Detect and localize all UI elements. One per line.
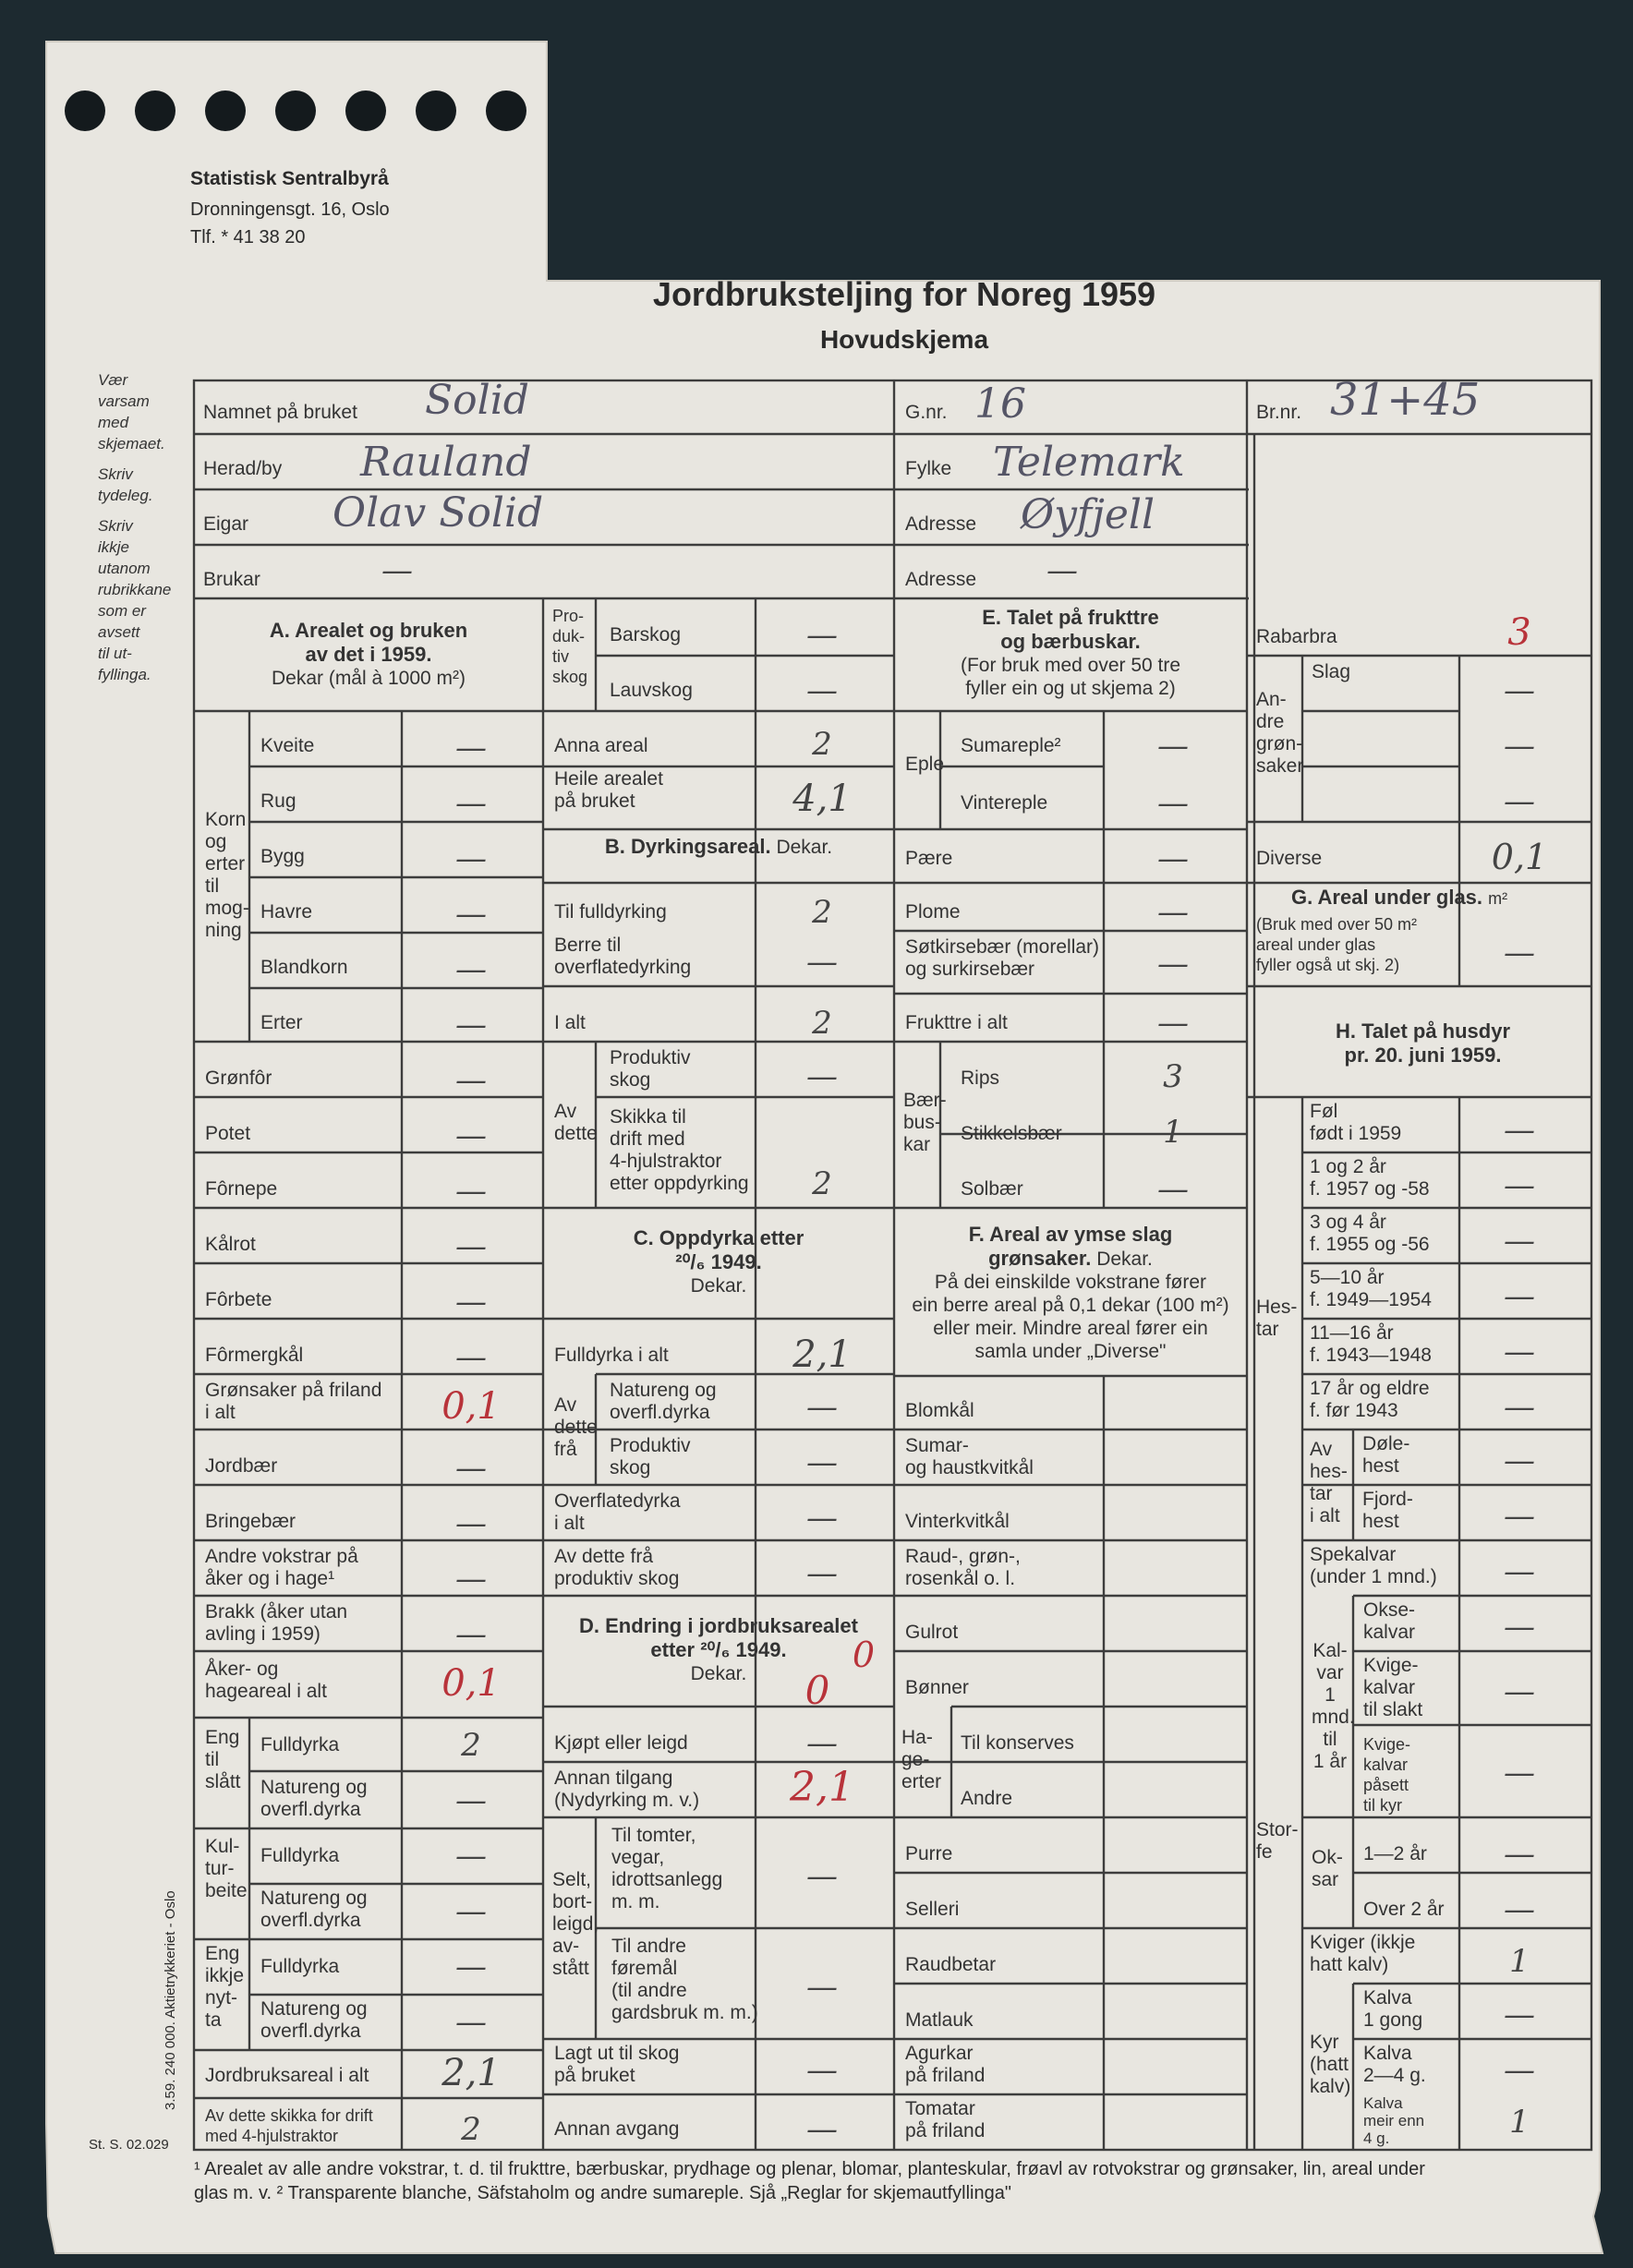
c-fulldyrka-value[interactable]: 2,1 <box>792 1333 852 1376</box>
gnr-label: G.nr. <box>905 402 948 423</box>
fulldyrking-label: Til fulldyrking <box>554 901 667 923</box>
kalvameir-value[interactable]: 1 <box>1509 2104 1530 2141</box>
barskog-value[interactable]: — <box>806 617 838 654</box>
form-title: Jordbruksteljing for Noreg 1959 <box>652 275 1156 313</box>
jordbruksareal-label: Jordbruksareal i alt <box>205 2065 369 2086</box>
spekalvar-label: Spekalvar (under 1 mnd.) <box>1310 1544 1437 1587</box>
punch-hole <box>205 90 246 131</box>
berre-label: Berre til overflatedyrking <box>554 935 692 978</box>
c-natureng-value[interactable]: — <box>806 1389 838 1426</box>
brnr-label: Br.nr. <box>1256 402 1302 423</box>
hest-rad-6-value[interactable]: — <box>1504 1389 1535 1426</box>
gnr-value[interactable]: 16 <box>974 380 1026 428</box>
storfe-label: Stor- fe <box>1256 1819 1299 1863</box>
korn-group-label: Korn og erter til mog- ning <box>205 809 249 941</box>
fjordhest-value[interactable]: — <box>1504 1498 1535 1535</box>
punch-hole <box>416 90 456 131</box>
dolehest-label: Døle- hest <box>1362 1433 1410 1477</box>
berre-value[interactable]: — <box>806 944 838 981</box>
heile-arealet-label: Heile arealet på bruket <box>554 768 663 812</box>
baerbuskar-label: Bær- bus- kar <box>903 1090 947 1155</box>
bonner-label: Bønner <box>905 1677 969 1698</box>
section-f-header: F. Areal av ymse slag grønsaker. Dekar. På dei einskilde vokstrane fører ein berre areal på 0,1 dekar (100 m²) eller meir. Mindre areal fører ein samla under „Diverse" <box>912 1223 1229 1362</box>
andre-vokstrar-value[interactable]: — <box>455 1561 487 1598</box>
b-skikka-value[interactable]: 2 <box>812 1165 832 1202</box>
anna-areal-value[interactable]: 2 <box>812 726 832 763</box>
kultur-natureng-label: Natureng og overfl.dyrka <box>260 1888 368 1931</box>
kvigeslakt-label: Kvige- kalvar til slakt <box>1363 1655 1423 1720</box>
annan-avgang-value[interactable]: — <box>806 2111 838 2148</box>
gronfor-value[interactable]: — <box>455 1062 487 1099</box>
kalrot-label: Kålrot <box>205 1234 256 1255</box>
kviger-label: Kviger (ikkje hatt kalv) <box>1310 1932 1416 1975</box>
kvigepasett-label: Kvige- kalvar påsett til kyr <box>1363 1735 1411 1815</box>
rips-label: Rips <box>961 1068 1000 1089</box>
hest-rad-5-value[interactable]: — <box>1504 1333 1535 1370</box>
eng-natureng-value[interactable]: — <box>455 1782 487 1819</box>
kjopt-label: Kjøpt eller leigd <box>554 1732 688 1754</box>
gronfor-label: Grønfôr <box>205 1068 272 1089</box>
b-ialt-label: I alt <box>554 1012 586 1033</box>
kultur-natureng-value[interactable]: — <box>455 1893 487 1930</box>
form-code: St. S. 02.029 <box>89 2137 169 2153</box>
hageerter-label: Ha- ge- erter <box>901 1727 942 1792</box>
b-ialt-value[interactable]: 2 <box>812 1005 832 1042</box>
eigar-label: Eigar <box>203 513 249 535</box>
section-h-header: H. Talet på husdyr pr. 20. juni 1959. <box>1335 1019 1511 1067</box>
form-subtitle: Hovudskjema <box>819 325 989 354</box>
punch-hole <box>65 90 105 131</box>
b-avdette-label: Av dette <box>554 1101 598 1144</box>
av-dette-skikka-label: Av dette skikka for drift med 4-hjulstraktor <box>205 2106 373 2145</box>
kalrot-value[interactable]: — <box>455 1228 487 1265</box>
engikkje-group-label: Eng ikkje nyt- ta <box>205 1943 245 2031</box>
hest-rad-2-label: 1 og 2 år f. 1957 og -58 <box>1310 1156 1430 1200</box>
eigar-value[interactable]: Olav Solid <box>333 489 544 537</box>
frukttre-ialt-value[interactable]: — <box>1157 1005 1189 1042</box>
kvigepasett-value[interactable]: — <box>1504 1755 1535 1791</box>
punch-hole <box>135 90 175 131</box>
av-hestar-label: Av hes- tar i alt <box>1310 1439 1348 1526</box>
bygg-label: Bygg <box>260 846 305 867</box>
slag-value-3[interactable]: — <box>1504 783 1535 820</box>
jordbaer-label: Jordbær <box>205 1455 278 1477</box>
kjopt-value[interactable]: — <box>806 1725 838 1762</box>
dolehest-value[interactable]: — <box>1504 1442 1535 1479</box>
andre-gronsaker-label: An- dre grøn- saker <box>1256 689 1304 777</box>
selt-label: Selt, bort- leigd, av- stått <box>552 1869 599 1979</box>
lauvskog-value[interactable]: — <box>806 672 838 709</box>
oksar-over-label: Over 2 år <box>1363 1899 1445 1920</box>
engikkje-fulldyrka-value[interactable]: — <box>455 1948 487 1985</box>
jordbaer-value[interactable]: — <box>455 1450 487 1487</box>
paere-label: Pære <box>905 848 953 869</box>
herad-value[interactable]: Rauland <box>360 439 532 486</box>
hest-rad-1-label: Føl født i 1959 <box>1310 1101 1402 1144</box>
solbaer-label: Solbær <box>961 1178 1023 1200</box>
adresse2-value[interactable]: — <box>1046 552 1078 589</box>
paere-value[interactable]: — <box>1157 840 1189 877</box>
bringebaer-label: Bringebær <box>205 1511 296 1532</box>
section-c-header: C. Oppdyrka etter ²⁰/₆ 1949. Dekar. <box>633 1226 804 1297</box>
b-produktiv-label: Produktiv skog <box>610 1047 691 1091</box>
sidebar-note: Vær varsam med skjemaet. Skriv tydeleg. Skriv ikkje utanom rubrikkane som er avsett til ut- fyllinga. <box>98 371 172 683</box>
rips-value[interactable]: 3 <box>1163 1058 1183 1095</box>
sotkirsebaer-value[interactable]: — <box>1157 946 1189 983</box>
kalva24-value[interactable]: — <box>1504 2052 1535 2089</box>
av-dette-skikka-value[interactable]: 2 <box>461 2111 481 2148</box>
sumareple-value[interactable]: — <box>1157 728 1189 765</box>
slag-value-2[interactable]: — <box>1504 728 1535 765</box>
rabarbra-label: Rabarbra <box>1256 626 1337 647</box>
slag-label: Slag <box>1312 661 1351 682</box>
b-skikka-label: Skikka til drift med 4-hjulstraktor etter oppdyrking <box>610 1106 749 1194</box>
hest-rad-3-label: 3 og 4 år f. 1955 og -56 <box>1310 1212 1430 1255</box>
raudbetar-label: Raudbetar <box>905 1954 997 1975</box>
rug-value[interactable]: — <box>455 785 487 822</box>
lagt-skog-label: Lagt ut til skog på bruket <box>554 2043 680 2086</box>
frukttre-ialt-label: Frukttre i alt <box>905 1012 1008 1033</box>
spekalvar-value[interactable]: — <box>1504 1553 1535 1590</box>
plome-label: Plome <box>905 901 961 923</box>
c-overflate-label: Overflatedyrka i alt <box>554 1490 681 1534</box>
skog-group-label: Pro- duk- tiv skog <box>552 607 588 686</box>
kveite-value[interactable]: — <box>455 730 487 766</box>
brnr-value[interactable]: 31+45 <box>1330 374 1481 426</box>
eng-group-label: Eng til slått <box>205 1727 241 1792</box>
kyr-label: Kyr (hatt kalv) <box>1310 2032 1351 2097</box>
section-d-header: D. Endring i jordbruksarealet etter ²⁰/₆ 1949. Dekar. <box>579 1614 858 1684</box>
oksekalvar-value[interactable]: — <box>1504 1609 1535 1646</box>
hest-rad-4-label: 5—10 år f. 1949—1954 <box>1310 1267 1432 1310</box>
potet-label: Potet <box>205 1123 251 1144</box>
gronsaker-value[interactable]: 0,1 <box>442 1385 501 1428</box>
rabarbra-value[interactable]: 3 <box>1507 611 1531 654</box>
purre-label: Purre <box>905 1843 953 1864</box>
andre-foremal-label: Til andre føremål (til andre gardsbruk m. m.) <box>611 1936 758 2023</box>
kvigeslakt-value[interactable]: — <box>1504 1673 1535 1710</box>
kultur-fulldyrka-label: Fulldyrka <box>260 1845 340 1866</box>
hest-rad-2-value[interactable]: — <box>1504 1167 1535 1204</box>
annan-avgang-label: Annan avgang <box>554 2118 680 2140</box>
kulturbeite-group-label: Kul- tur- beite <box>205 1836 248 1901</box>
hest-rad-5-label: 11—16 år f. 1943—1948 <box>1310 1322 1432 1366</box>
hest-rad-4-value[interactable]: — <box>1504 1278 1535 1315</box>
bringebaer-value[interactable]: — <box>455 1505 487 1542</box>
lauvskog-label: Lauvskog <box>610 680 693 701</box>
havre-value[interactable]: — <box>455 896 487 933</box>
section-g-note: (Bruk med over 50 m² areal under glas fyller også ut skj. 2) <box>1256 915 1418 974</box>
kalva1-value[interactable]: — <box>1504 1997 1535 2033</box>
sotkirsebaer-label: Søtkirsebær (morellar) og surkirsebær <box>905 936 1100 980</box>
formergkal-value[interactable]: — <box>455 1339 487 1376</box>
c-avdettefra-value[interactable]: — <box>806 1555 838 1592</box>
diverse-value[interactable]: 0,1 <box>1491 837 1548 877</box>
c-natureng-label: Natureng og overfl.dyrka <box>610 1380 717 1423</box>
c-overflate-value[interactable]: — <box>806 1500 838 1537</box>
section-g-title: G. Areal under glas. m² <box>1291 886 1508 909</box>
b-produktiv-value[interactable]: — <box>806 1058 838 1095</box>
potet-value[interactable]: — <box>455 1117 487 1154</box>
agency-name: Statistisk Sentralbyrå <box>190 168 389 189</box>
adresse-value[interactable]: Øyfjell <box>1021 491 1155 538</box>
eple-label: Eple <box>905 754 945 775</box>
fylke-label: Fylke <box>905 458 952 479</box>
c-produktiv-label: Produktiv skog <box>610 1435 691 1478</box>
forbete-label: Fôrbete <box>205 1289 272 1310</box>
tomter-value[interactable]: — <box>806 1858 838 1895</box>
namn-label: Namnet på bruket <box>203 402 357 423</box>
aker-hage-value[interactable]: 0,1 <box>442 1662 501 1705</box>
adresse2-label: Adresse <box>905 569 977 590</box>
andre-vokstrar-label: Andre vokstrar på åker og i hage¹ <box>205 1546 358 1589</box>
section-b-header: B. Dyrkingsareal. Dekar. <box>604 835 833 858</box>
kalvameir-label: Kalva meir enn 4 g. <box>1363 2094 1425 2147</box>
oksekalvar-label: Okse- kalvar <box>1363 1599 1416 1643</box>
brukar-value[interactable]: — <box>381 552 413 589</box>
rug-label: Rug <box>260 790 296 812</box>
erter-value[interactable]: — <box>455 1007 487 1044</box>
formergkal-label: Fôrmergkål <box>205 1345 304 1366</box>
havre-label: Havre <box>260 901 313 923</box>
raudkal-label: Raud-, grøn-, rosenkål o. l. <box>905 1546 1021 1589</box>
barskog-label: Barskog <box>610 624 682 645</box>
c-avdettefra-label: Av dette frå produktiv skog <box>554 1546 680 1589</box>
lagt-skog-value[interactable]: — <box>806 2052 838 2089</box>
d-value-a[interactable]: 0 <box>852 1635 876 1675</box>
kalva24-label: Kalva 2—4 g. <box>1363 2043 1426 2086</box>
c-produktiv-value[interactable]: — <box>806 1444 838 1481</box>
fornepe-label: Fôrnepe <box>205 1178 278 1200</box>
footnote: ¹ Arealet av alle andre vokstrar, t. d. til frukttre, bærbuskar, prydhage og plenar, blomar, planteskular, frøavl av rotvokstrar og grønsaker, lin, areal under glas m. v. ² Transparente blanche, Säfstaholm og andre sumareple. Sjå „Reglar for skjemautfyllinga" <box>194 2159 1425 2203</box>
agency-phone: Tlf. * 41 38 20 <box>190 227 306 247</box>
section-e-header: E. Talet på frukttre og bærbuskar. (For bruk med over 50 tre fyller ein og ut skjema 2) <box>960 606 1181 699</box>
eng-natureng-label: Natureng og overfl.dyrka <box>260 1777 368 1820</box>
stikkelsbaer-label: Stikkelsbær <box>961 1123 1062 1144</box>
glas-value[interactable]: — <box>1504 935 1535 971</box>
tomter-label: Til tomter, vegar, idrottsanlegg m. m. <box>611 1825 723 1912</box>
d-value-b[interactable]: 0 <box>804 1668 830 1713</box>
oksar-over-value[interactable]: — <box>1504 1891 1535 1928</box>
diverse-label: Diverse <box>1256 848 1323 869</box>
fulldyrking-value[interactable]: 2 <box>812 894 832 931</box>
plome-value[interactable]: — <box>1157 894 1189 931</box>
anna-areal-label: Anna areal <box>554 735 648 756</box>
hest-rad-6-label: 17 år og eldre f. før 1943 <box>1310 1378 1430 1421</box>
hestar-label: Hes- tar <box>1256 1297 1298 1340</box>
jordbruksareal-value[interactable]: 2,1 <box>442 2052 501 2094</box>
punch-hole <box>486 90 526 131</box>
kveite-label: Kveite <box>260 735 315 756</box>
sumarkvitkal-label: Sumar- og haustkvitkål <box>905 1435 1034 1478</box>
slag-value-1[interactable]: — <box>1504 672 1535 709</box>
brakk-label: Brakk (åker utan avling i 1959) <box>205 1601 348 1645</box>
vinterkvitkal-label: Vinterkvitkål <box>905 1511 1010 1532</box>
hage-andre-label: Andre <box>961 1788 1013 1809</box>
fornepe-value[interactable]: — <box>455 1173 487 1210</box>
kviger-value[interactable]: 1 <box>1509 1943 1530 1980</box>
eng-fulldyrka-value[interactable]: 2 <box>461 1727 481 1764</box>
bygg-value[interactable]: — <box>455 840 487 877</box>
fjordhest-label: Fjord- hest <box>1362 1489 1413 1532</box>
eng-fulldyrka-label: Fulldyrka <box>260 1734 340 1755</box>
stikkelsbaer-value[interactable]: 1 <box>1163 1114 1183 1151</box>
brukar-label: Brukar <box>203 569 260 590</box>
gronsaker-label: Grønsaker på friland i alt <box>205 1380 382 1423</box>
vintereple-label: Vintereple <box>961 792 1048 814</box>
vintereple-value[interactable]: — <box>1157 785 1189 822</box>
blandkorn-value[interactable]: — <box>455 951 487 988</box>
konserves-label: Til konserves <box>961 1732 1074 1754</box>
punch-hole <box>345 90 386 131</box>
forbete-value[interactable]: — <box>455 1284 487 1321</box>
heile-arealet-value[interactable]: 4,1 <box>792 778 852 820</box>
engikkje-natureng-label: Natureng og overfl.dyrka <box>260 1998 368 2042</box>
kultur-fulldyrka-value[interactable]: — <box>455 1838 487 1875</box>
punch-hole <box>275 90 316 131</box>
andre-foremal-value[interactable]: — <box>806 1969 838 2006</box>
kalvar-label: Kal- var 1 mnd. til 1 år <box>1312 1640 1355 1772</box>
matlauk-label: Matlauk <box>905 2009 974 2031</box>
erter-label: Erter <box>260 1012 303 1033</box>
blandkorn-label: Blandkorn <box>260 957 348 978</box>
kalva1-label: Kalva 1 gong <box>1363 1987 1423 2031</box>
sumareple-label: Sumareple² <box>961 735 1061 756</box>
aker-hage-label: Åker- og hageareal i alt <box>205 1659 327 1702</box>
brakk-value[interactable]: — <box>455 1616 487 1653</box>
annan-tilgang-value[interactable]: 2,1 <box>790 1764 854 1811</box>
hest-rad-1-value[interactable]: — <box>1504 1112 1535 1149</box>
fylke-value[interactable]: Telemark <box>993 439 1185 486</box>
printer-imprint: 3.59. 240 000. Aktietrykkeriet - Oslo <box>163 1890 178 2110</box>
tomatar-label: Tomatar på friland <box>905 2098 986 2141</box>
selleri-label: Selleri <box>905 1899 960 1920</box>
section-a-header: A. Arealet og bruken av det i 1959. Dekar (mål à 1000 m²) <box>269 619 468 689</box>
adresse-label: Adresse <box>905 513 977 535</box>
oksar-12-value[interactable]: — <box>1504 1836 1535 1873</box>
annan-tilgang-label: Annan tilgang (Nydyrking m. v.) <box>554 1767 700 1811</box>
gulrot-label: Gulrot <box>905 1622 959 1643</box>
engikkje-natureng-value[interactable]: — <box>455 2004 487 2041</box>
agurkar-label: Agurkar på friland <box>905 2043 986 2086</box>
c-fulldyrka-label: Fulldyrka i alt <box>554 1345 669 1366</box>
agency-address: Dronningensgt. 16, Oslo <box>190 199 390 220</box>
hest-rad-3-value[interactable]: — <box>1504 1223 1535 1260</box>
engikkje-fulldyrka-label: Fulldyrka <box>260 1956 340 1977</box>
namn-value[interactable]: Solid <box>425 377 529 424</box>
c-avdette-label: Av dette frå <box>554 1394 598 1460</box>
oksar-12-label: 1—2 år <box>1363 1843 1427 1864</box>
herad-label: Herad/by <box>203 458 283 479</box>
solbaer-value[interactable]: — <box>1157 1171 1189 1208</box>
oksar-label: Ok- sar <box>1312 1847 1343 1890</box>
blomkal-label: Blomkål <box>905 1400 974 1421</box>
